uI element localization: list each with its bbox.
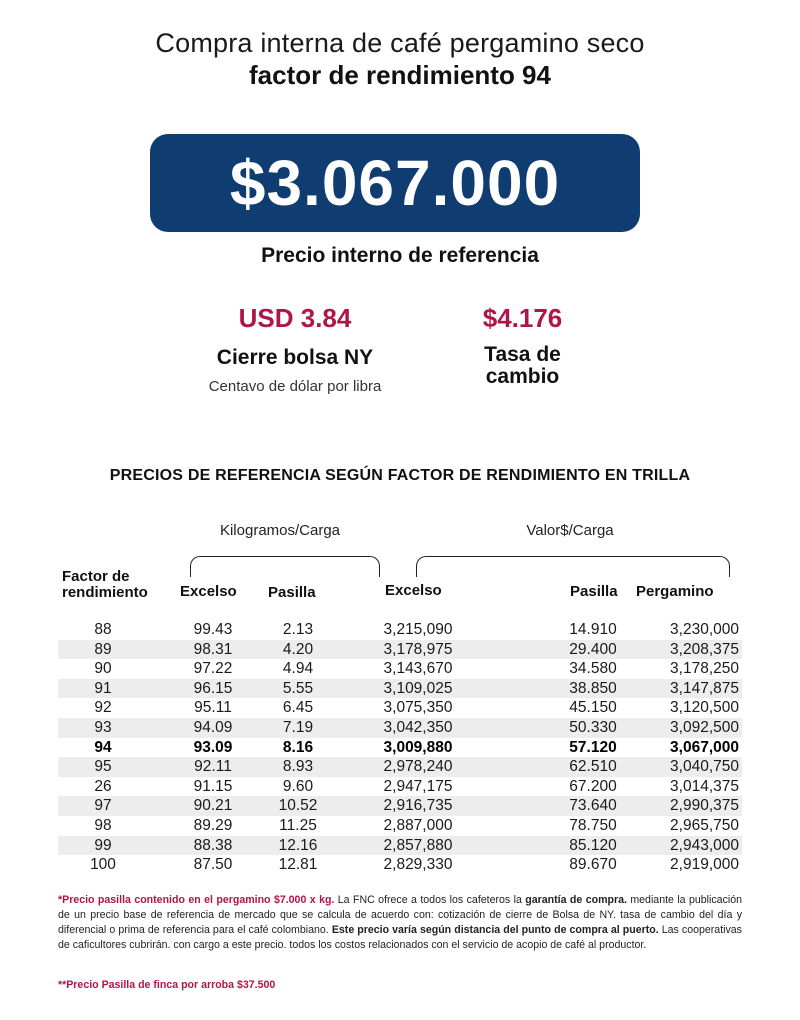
footnote-pasilla-price: *Precio pasilla contenido en el pergamino $7.000 x kg. [58,894,335,906]
cell-pasilla-kg: 5.55 [282,679,314,697]
cell-excelso-val: 3,178,975 [383,640,453,658]
ny-close-subtitle: Centavo de dólar por libra [208,378,382,395]
page-subtitle: factor de rendimiento 94 [249,60,551,90]
header-excelso-val: Excelso [385,582,442,599]
cell-pasilla-val: 14.910 [569,621,617,638]
table-row [58,659,742,679]
cell-pasilla-kg: 12.81 [278,856,318,874]
header-pasilla-kg: Pasilla [268,584,316,601]
cell-factor: 90 [94,660,112,678]
cell-pasilla-val: 62.510 [569,758,617,776]
cell-pasilla-kg: 6.45 [282,699,314,717]
cell-pergamino-val: 2,990,375 [670,797,739,815]
cell-pergamino-val: 3,092,500 [670,718,739,736]
header-excelso-kg: Excelso [180,583,237,600]
cell-pasilla-kg: 10.52 [278,797,318,815]
cell-excelso-val: 3,042,350 [383,718,453,736]
group-label-kilogramos: Kilogramos/Carga [219,522,341,539]
table-row [58,796,742,816]
footnote-bold-1: garantía de compra. [525,894,627,906]
cell-pasilla-kg: 11.25 [279,816,317,834]
header-pasilla-val: Pasilla [570,583,618,600]
cell-pergamino-val: 3,014,375 [670,777,739,795]
cell-pasilla-val: 89.670 [569,856,617,874]
reference-price-label: Precio interno de referencia [261,244,539,267]
cell-pasilla-kg: 4.94 [282,660,314,678]
cell-excelso-val: 3,075,350 [383,699,453,717]
table-row [58,738,742,758]
cell-excelso-val: 2,978,240 [383,758,453,776]
header-factor-line2: rendimiento [62,584,148,601]
cell-factor: 88 [94,621,112,638]
cell-pasilla-kg: 9.60 [282,777,314,795]
footnote-bold-2: Este precio varía según distancia del punto de compra al puerto. [331,924,659,936]
cell-pergamino-val: 2,965,750 [670,816,739,834]
cell-excelso-kg: 99.43 [193,621,233,638]
cell-pasilla-val: 67.200 [569,777,617,795]
cell-pergamino-val: 2,943,000 [670,836,739,854]
table-row [58,679,742,699]
cell-factor: 94 [94,738,112,756]
cell-excelso-val: 2,829,330 [383,856,453,874]
cell-excelso-kg: 88.38 [193,836,233,854]
table-row [58,620,742,640]
table-row [58,640,742,660]
cell-excelso-kg: 92.11 [194,758,232,776]
cell-factor: 95 [94,758,112,776]
cell-pergamino-val: 3,147,875 [670,679,739,697]
footnote-text-2: mediante la publicación de un precio base de referencia de mercado que se calcula de acuerdo con: cotización de cierre de Bolsa de NY. tasa de cambio del día y diferencial o prima de referencia para el café colombiano. [58,894,742,936]
cell-pergamino-val: 3,040,750 [670,758,739,776]
cell-pasilla-val: 73.640 [569,797,617,815]
header-factor-line1: Factor de [62,568,130,585]
cell-excelso-val: 2,887,000 [383,816,453,834]
cell-pasilla-kg: 2.13 [282,621,314,638]
exchange-rate-title [460,344,585,388]
bracket-valor [416,556,730,577]
cell-pasilla-val: 34.580 [569,660,617,678]
exchange-rate-title-line2: cambio [485,365,560,388]
cell-factor: 99 [94,836,112,854]
cell-pasilla-kg: 8.93 [282,758,314,776]
ny-close-title: Cierre bolsa NY [216,346,374,369]
cell-pasilla-val: 78.750 [569,816,617,834]
cell-pasilla-val: 29.400 [569,640,617,658]
cell-excelso-val: 3,215,090 [383,621,453,638]
exchange-rate-title-line1: Tasa de [484,343,561,366]
cell-excelso-kg: 90.21 [193,797,233,815]
cell-excelso-kg: 91.15 [193,777,233,795]
cell-excelso-kg: 98.31 [193,640,233,658]
cell-pergamino-val: 2,919,000 [670,856,739,874]
cell-factor: 97 [94,797,112,815]
cell-pergamino-val: 3,067,000 [670,738,739,756]
cell-excelso-kg: 95.11 [194,699,232,717]
table-row [58,718,742,738]
cell-pasilla-kg: 8.16 [282,738,314,756]
footnote-text-3: Las cooperativas de caficultores cubrirán. con cargo a este precio. todos los costos relacionados con el servicio de acopio de café al productor. [58,924,742,951]
cell-pasilla-val: 85.120 [569,836,617,854]
table-row [58,757,742,777]
cell-excelso-val: 3,109,025 [383,679,453,697]
exchange-rate-value: $4.176 [482,303,563,333]
cell-excelso-val: 3,143,670 [383,660,453,678]
cell-pasilla-kg: 12.16 [278,836,318,854]
page-title: Compra interna de café pergamino seco [155,28,645,58]
group-label-valor: Valor$/Carga [526,522,614,539]
cell-pasilla-val: 57.120 [569,738,617,756]
cell-excelso-kg: 89.29 [193,816,233,834]
table-row [58,816,742,836]
section-title: PRECIOS DE REFERENCIA SEGÚN FACTOR DE RENDIMIENTO EN TRILLA [109,467,691,484]
price-table [58,620,742,875]
cell-pergamino-val: 3,178,250 [670,660,739,678]
table-row [58,698,742,718]
cell-factor: 26 [94,777,112,795]
cell-factor: 92 [94,699,112,717]
cell-pergamino-val: 3,120,500 [670,699,739,717]
cell-excelso-val: 3,009,880 [383,738,453,756]
ny-close-value: USD 3.84 [238,303,352,333]
cell-factor: 98 [94,816,112,834]
cell-excelso-val: 2,947,175 [383,777,453,795]
cell-excelso-kg: 97.22 [193,660,233,678]
cell-pasilla-val: 50.330 [569,718,617,736]
footnote-text-1: La FNC ofrece a todos los cafeteros la [334,894,526,906]
cell-pasilla-val: 38.850 [569,679,617,697]
cell-excelso-kg: 93.09 [193,738,233,756]
cell-excelso-kg: 87.50 [193,856,233,874]
cell-factor: 100 [90,856,116,874]
cell-pasilla-kg: 7.19 [282,718,314,736]
cell-pergamino-val: 3,230,000 [670,621,739,638]
cell-pergamino-val: 3,208,375 [670,640,739,658]
cell-factor: 91 [94,679,112,697]
cell-excelso-kg: 94.09 [193,718,233,736]
cell-factor: 93 [94,718,112,736]
table-row [58,836,742,856]
header-pergamino-val: Pergamino [636,583,714,600]
footnote-finca-price: **Precio Pasilla de finca por arroba $37.500 [58,979,276,991]
table-row [58,777,742,797]
bracket-kilogramos [190,556,380,577]
reference-price-value: $3.067.000 [229,147,561,219]
header-factor [62,569,148,601]
footnote [58,893,742,953]
cell-excelso-val: 2,916,735 [383,797,453,815]
cell-pasilla-val: 45.150 [569,699,617,717]
cell-excelso-val: 2,857,880 [383,836,453,854]
cell-excelso-kg: 96.15 [193,679,233,697]
cell-factor: 89 [94,640,112,658]
reference-price-box [150,134,640,232]
table-row [58,855,742,875]
cell-pasilla-kg: 4.20 [282,640,314,658]
